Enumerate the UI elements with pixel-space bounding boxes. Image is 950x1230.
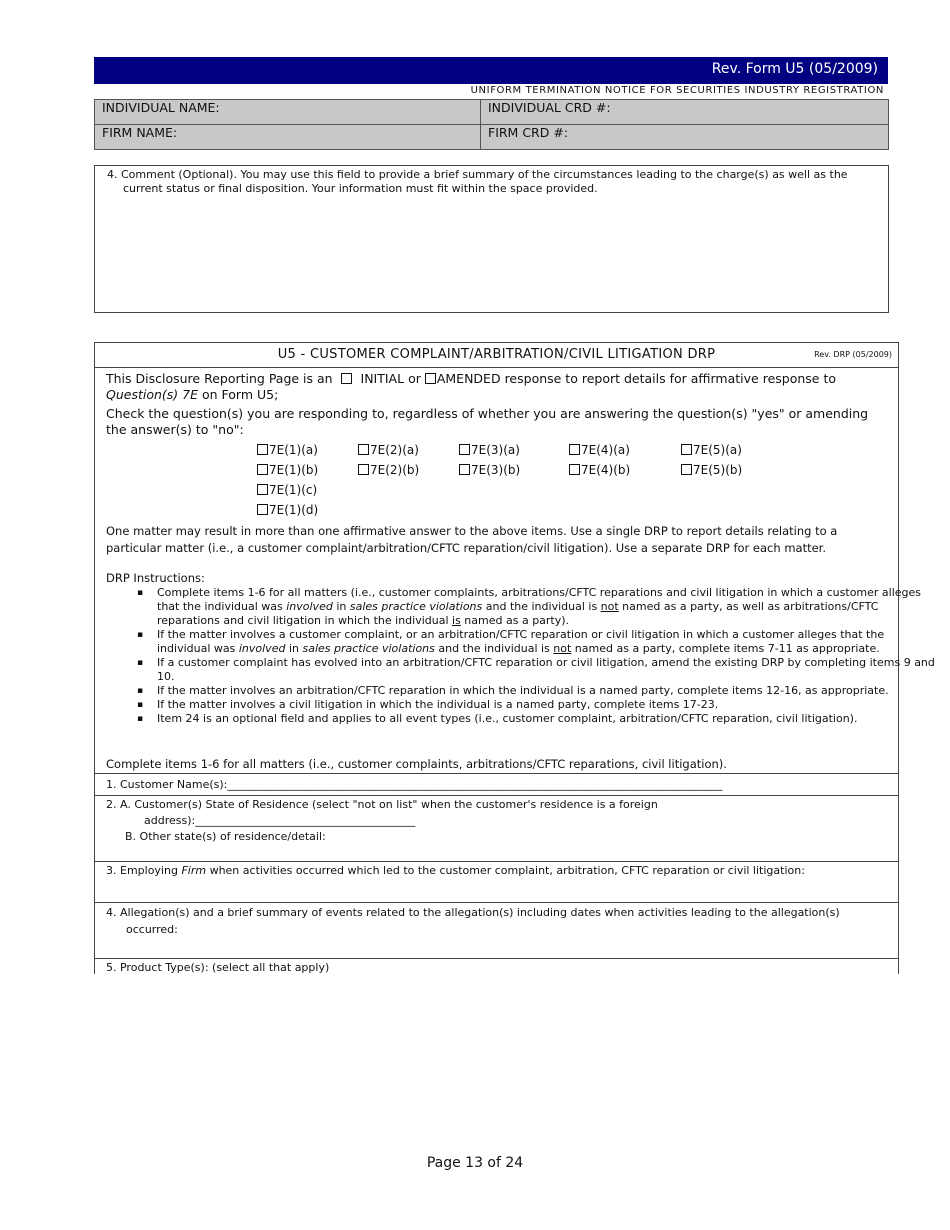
divider [95,367,898,368]
firm-name-field[interactable]: FIRM NAME: [95,125,481,150]
checkbox-7e1c[interactable]: 7E(1)(c) [257,483,317,497]
individual-crd-field[interactable]: INDIVIDUAL CRD #: [481,100,889,125]
checkbox-7e2b[interactable]: 7E(2)(b) [358,463,419,477]
question-ref: Question(s) 7E [106,387,198,402]
other-state-label: B. Other state(s) of residence/detail: [125,830,326,843]
checkbox-7e1d[interactable]: 7E(1)(d) [257,503,318,517]
divider [95,773,898,774]
drp-intro [106,371,896,403]
initial-checkbox[interactable] [341,373,352,384]
divider [95,902,898,903]
product-type-label: 5. Product Type(s): (select all that apply) [106,961,330,974]
customer-name-field[interactable]: 1. Customer Name(s):__________________________________________________________________________________________ [106,778,723,791]
allegation-label-cont: occurred: [126,923,178,936]
initial-label: INITIAL [360,371,405,386]
form-subtitle: UNIFORM TERMINATION NOTICE FOR SECURITIES INDUSTRY REGISTRATION [470,85,884,96]
amended-label: AMENDED [436,371,501,386]
checkbox-7e1a[interactable]: 7E(1)(a) [257,443,318,457]
checkbox-7e3b[interactable]: 7E(3)(b) [459,463,520,477]
customer-state-field[interactable]: address):________________________________________ [144,814,416,827]
complete-items-line: Complete items 1-6 for all matters (i.e., customer complaints, arbitrations/CFTC reparations, civil litigation). [106,757,727,771]
check-instructions: Check the question(s) you are responding to, regardless of whether you are answering the question(s) "yes" or amending the answer(s) to "no": [106,406,869,437]
firm-crd-field[interactable]: FIRM CRD #: [481,125,889,150]
checkbox-7e5b[interactable]: 7E(5)(b) [681,463,742,477]
amended-checkbox[interactable] [425,373,436,384]
customer-state-label: 2. A. Customer(s) State of Residence (select "not on list" when the customer's residence is a foreign [106,798,658,811]
page-number: Page 13 of 24 [426,1155,524,1171]
instruction-item: ▪ If a customer complaint has evolved into an arbitration/CFTC reparation or civil litigation, amend the existing DRP by completing items 9 and 10. [157,656,937,684]
intro-text-2: response to report details for affirmative response to [504,371,836,386]
checkbox-7e1b[interactable]: 7E(1)(b) [257,463,318,477]
instruction-item: ▪ If the matter involves a customer complaint, or an arbitration/CFTC reparation or civil litigation in which a customer alleges that the individual was involved in sales practice violations and the individual is not named as a party, complete items 7-11 as appropriate. [157,628,937,656]
form-header-bar [94,57,888,84]
instructions-title: DRP Instructions: [106,571,205,585]
allegation-label: 4. Allegation(s) and a brief summary of events related to the allegation(s) including dates when activities leading to the allegation(s) [106,906,840,919]
intro-text: This Disclosure Reporting Page is an [106,371,333,386]
identity-table [94,99,889,150]
drp-section [94,342,935,974]
checkbox-7e4b[interactable]: 7E(4)(b) [569,463,630,477]
drp-title: U5 - CUSTOMER COMPLAINT/ARBITRATION/CIVIL LITIGATION DRP [277,347,716,362]
comment-field[interactable] [94,165,889,313]
or-label: or [408,371,421,386]
employing-firm-label: 3. Employing Firm when activities occurred which led to the customer complaint, arbitration, CFTC reparation or civil litigation: [106,864,805,877]
intro-text-3: on Form U5; [201,387,279,402]
checkbox-7e5a[interactable]: 7E(5)(a) [681,443,742,457]
instruction-item: ▪ If the matter involves a civil litigation in which the individual is a named party, complete items 17-23. [157,698,937,712]
comment-instructions: 4. Comment (Optional). You may use this field to provide a brief summary of the circumstances leading to the charge(s) as well as the current status or final disposition. Your information must fit within the space provided. [107,168,848,195]
matter-text: One matter may result in more than one affirmative answer to the above items. Use a single DRP to report details relating to a particular matter (i.e., a customer complaint/arbitration/CFTC reparation/civil litigation). Use a separate DRP for each matter. [106,524,838,555]
individual-name-field[interactable]: INDIVIDUAL NAME: [95,100,481,125]
rev-form-label: Rev. Form U5 (05/2009) [711,61,878,77]
drp-rev-label: Rev. DRP (05/2009) [814,350,892,359]
instruction-item: ▪ Complete items 1-6 for all matters (i.e., customer complaints, arbitrations/CFTC reparations and civil litigation in which a customer alleges that the individual was involved in sales practice violations and the individual is not named as a party, as well as arbitrations/CFTC reparations and civil litigation in which the individual is named as a party). [157,586,937,628]
instructions-list [95,586,937,726]
checkbox-7e4a[interactable]: 7E(4)(a) [569,443,630,457]
checkbox-7e3a[interactable]: 7E(3)(a) [459,443,520,457]
checkbox-7e2a[interactable]: 7E(2)(a) [358,443,419,457]
instruction-item: ▪ Item 24 is an optional field and applies to all event types (i.e., customer complaint, arbitration/CFTC reparation, civil litigation). [157,712,937,726]
instruction-item: ▪ If the matter involves an arbitration/CFTC reparation in which the individual is a named party, complete items 12-16, as appropriate. [157,684,937,698]
